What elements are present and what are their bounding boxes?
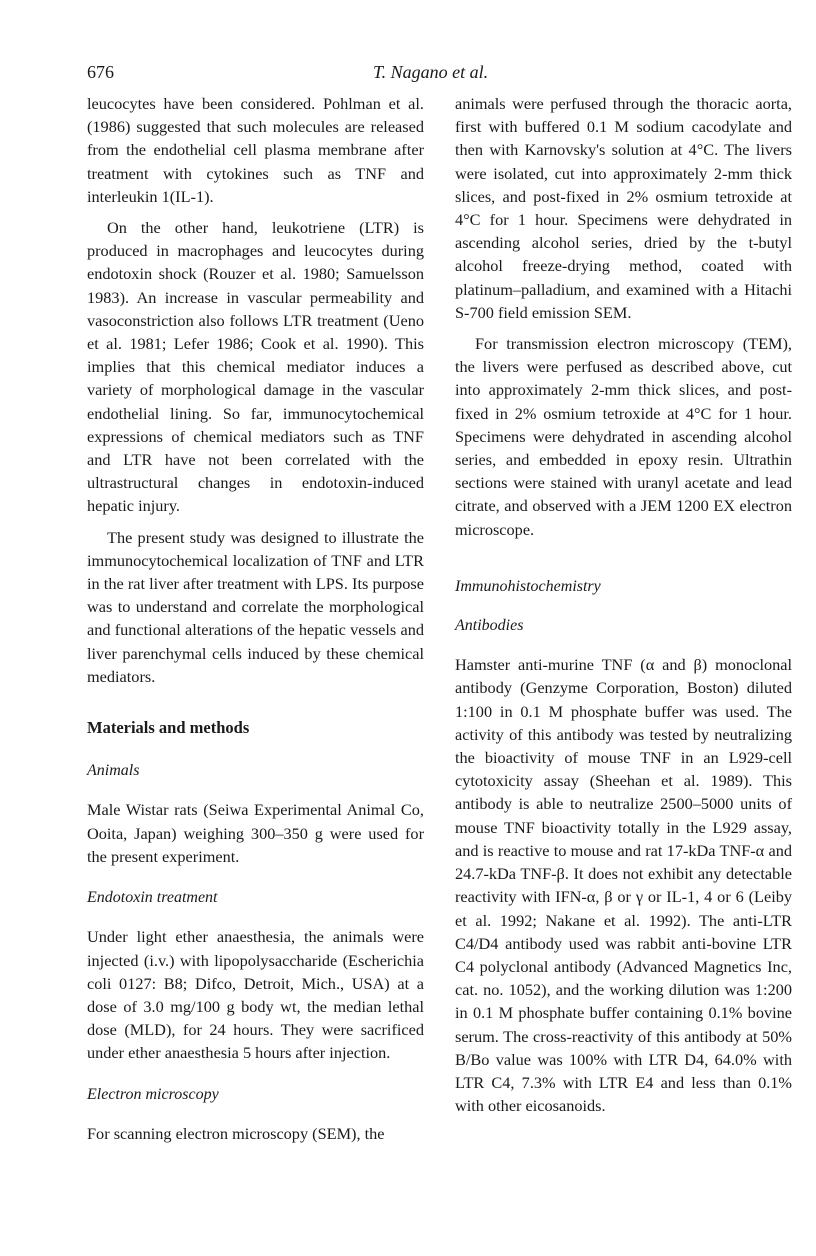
- running-head: T. Nagano et al.: [373, 62, 489, 82]
- subheading: Electron microscopy: [87, 1085, 219, 1103]
- paragraph: Hamster anti-murine TNF (α and β) monoclonal antibody (Genzyme Corporation, Boston) diluted 1:100 in 0.1 M phosphate buffer was used. The activity of this antibody was tested by neutralizing the bioactivity of mouse TNF in an L929-cell cytotoxicity assay (Sheehan et al. 1989). This antibody is able to neutralize 2500–5000 units of mouse TNF bioactivity totally in the L929 assay, and is reactive to mouse and rat 17-kDa TNF-α and 24.7-kDa TNF-β. It does not exhibit any detectable reactivity with IFN-α, β or γ or IL-1, 4 or 6 (Leiby et al. 1992; Nakane et al. 1992). The anti-LTR C4/D4 antibody used was rabbit anti-bovine LTR C4 polyclonal antibody (Advanced Magnetics Inc, cat. no. 1052), and the working dilution was 1:200 in 0.1 M phosphate buffer containing 0.1% bovine serum. The cross-reactivity of this antibody at 50% B/Bo value was 100% with LTR D4, 64.0% with LTR C4, 7.3% with LTR E4 and less than 0.1% with other eicosanoids.: [455, 655, 792, 1116]
- paragraph: The present study was designed to illustrate the immunocytochemical localization of TNF and LTR in the rat liver after treatment with LPS. Its purpose was to understand and correlate the morphological and functional alterations of the hepatic vessels and liver parenchymal cells induced by these chemical mediators.: [87, 527, 424, 686]
- subheading: Immunohistochemistry: [455, 577, 601, 595]
- paragraph: Male Wistar rats (Seiwa Experimental Animal Co, Ooita, Japan) weighing 300–350 g were used for the present experiment.: [87, 800, 424, 866]
- section-heading: Materials and methods: [87, 718, 250, 738]
- left-column: [87, 92, 424, 1145]
- subheading: Antibodies: [455, 617, 524, 635]
- subheading: Endotoxin treatment: [87, 889, 218, 907]
- paragraph: leucocytes have been considered. Pohlman et al. (1986) suggested that such molecules are released from the endothelial cell plasma membrane after treatment with cytokines such as TNF and interleukin 1(IL-1).: [87, 94, 424, 206]
- right-column: [455, 92, 792, 1117]
- paragraph: Under light ether anaesthesia, the animals were injected (i.v.) with lipopolysaccharide (Escherichia coli 0127: B8; Difco, Detroit, Mich., USA) at a dose of 3.0 mg/100 g body wt, the median lethal dose (MLD), for 24 hours. They were sacrificed under ether anaesthesia 5 hours after injection.: [87, 927, 424, 1063]
- paragraph: animals were perfused through the thoracic aorta, first with buffered 0.1 M sodium cacodylate and then with Karnovsky's solution at 4°C. The livers were isolated, cut into approximately 2-mm thick slices, and post-fixed in 2% osmium tetroxide at 4°C for 1 hour. Specimens were dehydrated in ascending alcohol series, dried by the t-butyl alcohol freeze-drying method, coated with platinum–palladium, and examined with a Hitachi S-700 field emission SEM.: [455, 94, 792, 322]
- page-number: 676: [87, 62, 114, 82]
- paragraph: For scanning electron microscopy (SEM), the: [87, 1123, 385, 1143]
- paragraph: On the other hand, leukotriene (LTR) is produced in macrophages and leucocytes during endotoxin shock (Rouzer et al. 1980; Samuelsson 1983). An increase in vascular permeability and vasoconstriction also follows LTR treatment (Ueno et al. 1981; Lefer 1986; Cook et al. 1990). This implies that this chemical mediator induces a variety of morphological damage in the vascular endothelial lining. So far, immunocytochemical expressions of chemical mediators such as TNF and LTR have not been correlated with the ultrastructural changes in endotoxin-induced hepatic injury.: [87, 218, 424, 516]
- subheading: Animals: [87, 762, 140, 780]
- paragraph: For transmission electron microscopy (TEM), the livers were perfused as described above, cut into approximately 2-mm thick slices, and post-fixed in 2% osmium tetroxide at 4°C for 1 hour. Specimens were dehydrated in ascending alcohol series, and embedded in epoxy resin. Ultrathin sections were stained with uranyl acetate and lead citrate, and observed with a JEM 1200 EX electron microscope.: [455, 334, 792, 539]
